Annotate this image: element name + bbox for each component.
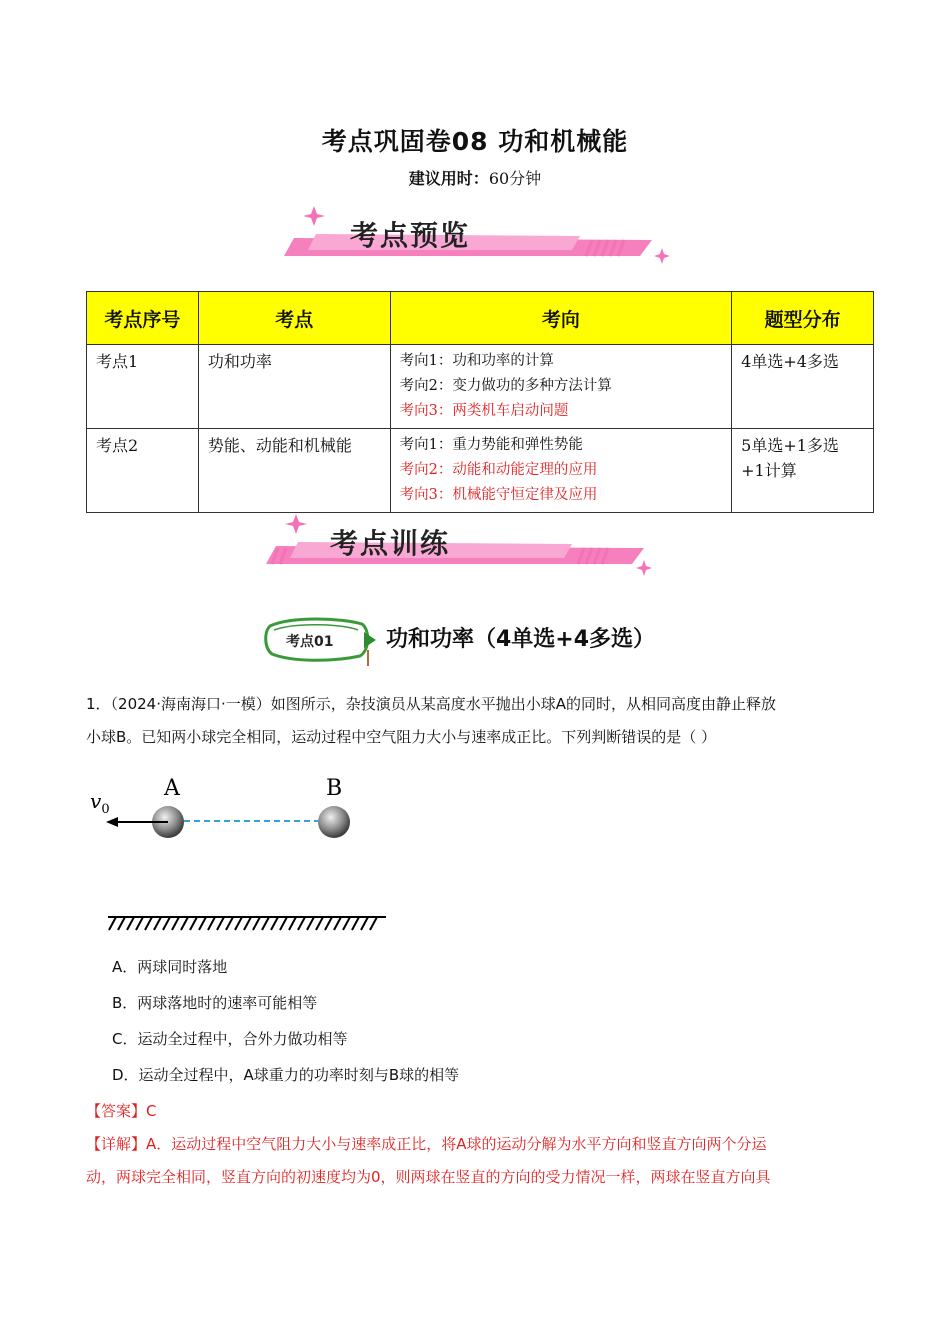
banner-training	[262, 512, 652, 582]
detail-line: 【详解】A．运动过程中空气阻力大小与速率成正比，将A球的运动分解为水平方向和竖直方向两个分运	[86, 1135, 767, 1153]
ground-hatching	[109, 917, 377, 930]
hatch-mark	[226, 917, 233, 930]
banner-preview-text: 考点预览	[350, 219, 471, 252]
hatch-mark	[127, 917, 134, 930]
cell-topic: 势能、动能和机械能	[198, 429, 390, 513]
table-header-row	[87, 292, 874, 345]
detail-paragraph	[86, 1128, 866, 1194]
question-stem	[86, 688, 866, 754]
time-value: 60分钟	[488, 169, 542, 188]
header-direction: 考向	[390, 292, 732, 345]
direction-item-highlight: 考向3：机械能守恒定律及应用	[399, 487, 598, 503]
hatch-mark	[163, 917, 170, 930]
section-badge-graphic	[262, 612, 382, 668]
header-id: 考点序号	[87, 292, 199, 345]
hatch-mark	[370, 917, 377, 930]
banner-training-text: 考点训练	[330, 527, 451, 560]
section-heading	[262, 612, 702, 672]
hatch-mark	[271, 917, 278, 930]
suggested-time	[0, 166, 950, 189]
hatch-mark	[190, 917, 197, 930]
distribution-line: +1计算	[741, 461, 797, 480]
hatch-mark	[217, 917, 224, 930]
section-badge-text: 考点01	[286, 634, 334, 650]
distribution-line: 5单选+1多选	[741, 436, 839, 455]
direction-item-highlight: 考向3：两类机车启动问题	[399, 403, 569, 419]
hatch-mark	[253, 917, 260, 930]
cell-directions	[390, 345, 732, 429]
question-figure	[86, 768, 396, 938]
hatch-mark	[307, 917, 314, 930]
header-topic: 考点	[198, 292, 390, 345]
option-c: C．运动全过程中，合外力做功相等	[112, 1030, 348, 1048]
hatch-mark	[181, 917, 188, 930]
hatch-mark	[352, 917, 359, 930]
hatch-mark	[298, 917, 305, 930]
option-a: A．两球同时落地	[112, 958, 228, 976]
v0-label: $v_0$	[90, 789, 110, 817]
banner-decoration	[280, 204, 670, 274]
hatch-mark	[280, 917, 287, 930]
cell-id: 考点2	[87, 429, 199, 513]
preview-table	[86, 291, 874, 513]
question-line: 1．（2024·海南海口·一模）如图所示，杂技演员从某高度水平抛出小球A的同时，从相同高度由静止释放	[86, 695, 777, 713]
detail-line: 动，两球完全相同，竖直方向的初速度均为0，则两球在竖直的方向的受力情况一样，两球在竖直方向具	[86, 1168, 771, 1186]
label-a: A	[164, 776, 180, 801]
hatch-mark	[208, 917, 215, 930]
hatch-mark	[343, 917, 350, 930]
hatch-mark	[118, 917, 125, 930]
hatch-mark	[289, 917, 296, 930]
direction-item-highlight: 考向2：动能和动能定理的应用	[399, 462, 598, 478]
option-d: D．运动全过程中，A球重力的功率时刻与B球的相等	[112, 1066, 460, 1084]
arrow-head-icon	[106, 817, 118, 827]
hatch-mark	[244, 917, 251, 930]
ball-b	[318, 806, 350, 838]
question-line: 小球B。已知两小球完全相同，运动过程中空气阻力大小与速率成正比。下列判断错误的是（ ）	[86, 728, 717, 746]
cell-distribution	[732, 429, 874, 513]
hatch-mark	[316, 917, 323, 930]
direction-item: 考向1：重力势能和弹性势能	[399, 437, 583, 453]
option-b: B．两球落地时的速率可能相等	[112, 994, 318, 1012]
cell-directions	[390, 429, 732, 513]
table-row	[87, 429, 874, 513]
cell-topic: 功和功率	[198, 345, 390, 429]
hatch-mark	[262, 917, 269, 930]
cell-id: 考点1	[87, 345, 199, 429]
document-title: 考点巩固卷08 功和机械能	[321, 127, 629, 156]
hatch-mark	[334, 917, 341, 930]
hatch-mark	[361, 917, 368, 930]
label-b: B	[326, 776, 343, 801]
direction-item: 考向2：变力做功的多种方法计算	[399, 378, 612, 394]
hatch-mark	[235, 917, 242, 930]
direction-item: 考向1：功和功率的计算	[399, 353, 554, 369]
banner-decoration	[262, 512, 662, 582]
hatch-mark	[325, 917, 332, 930]
banner-preview	[280, 204, 670, 274]
header-distribution: 题型分布	[732, 292, 874, 345]
hatch-mark	[109, 917, 116, 930]
hatch-mark	[154, 917, 161, 930]
table-row	[87, 345, 874, 429]
time-label: 建议用时：	[408, 169, 489, 188]
answer-line: 【答案】C	[86, 1102, 157, 1120]
hatch-mark	[136, 917, 143, 930]
hatch-mark	[199, 917, 206, 930]
section-title: 功和功率（4单选+4多选）	[386, 627, 656, 652]
cell-distribution: 4单选+4多选	[732, 345, 874, 429]
hatch-mark	[145, 917, 152, 930]
hatch-mark	[172, 917, 179, 930]
